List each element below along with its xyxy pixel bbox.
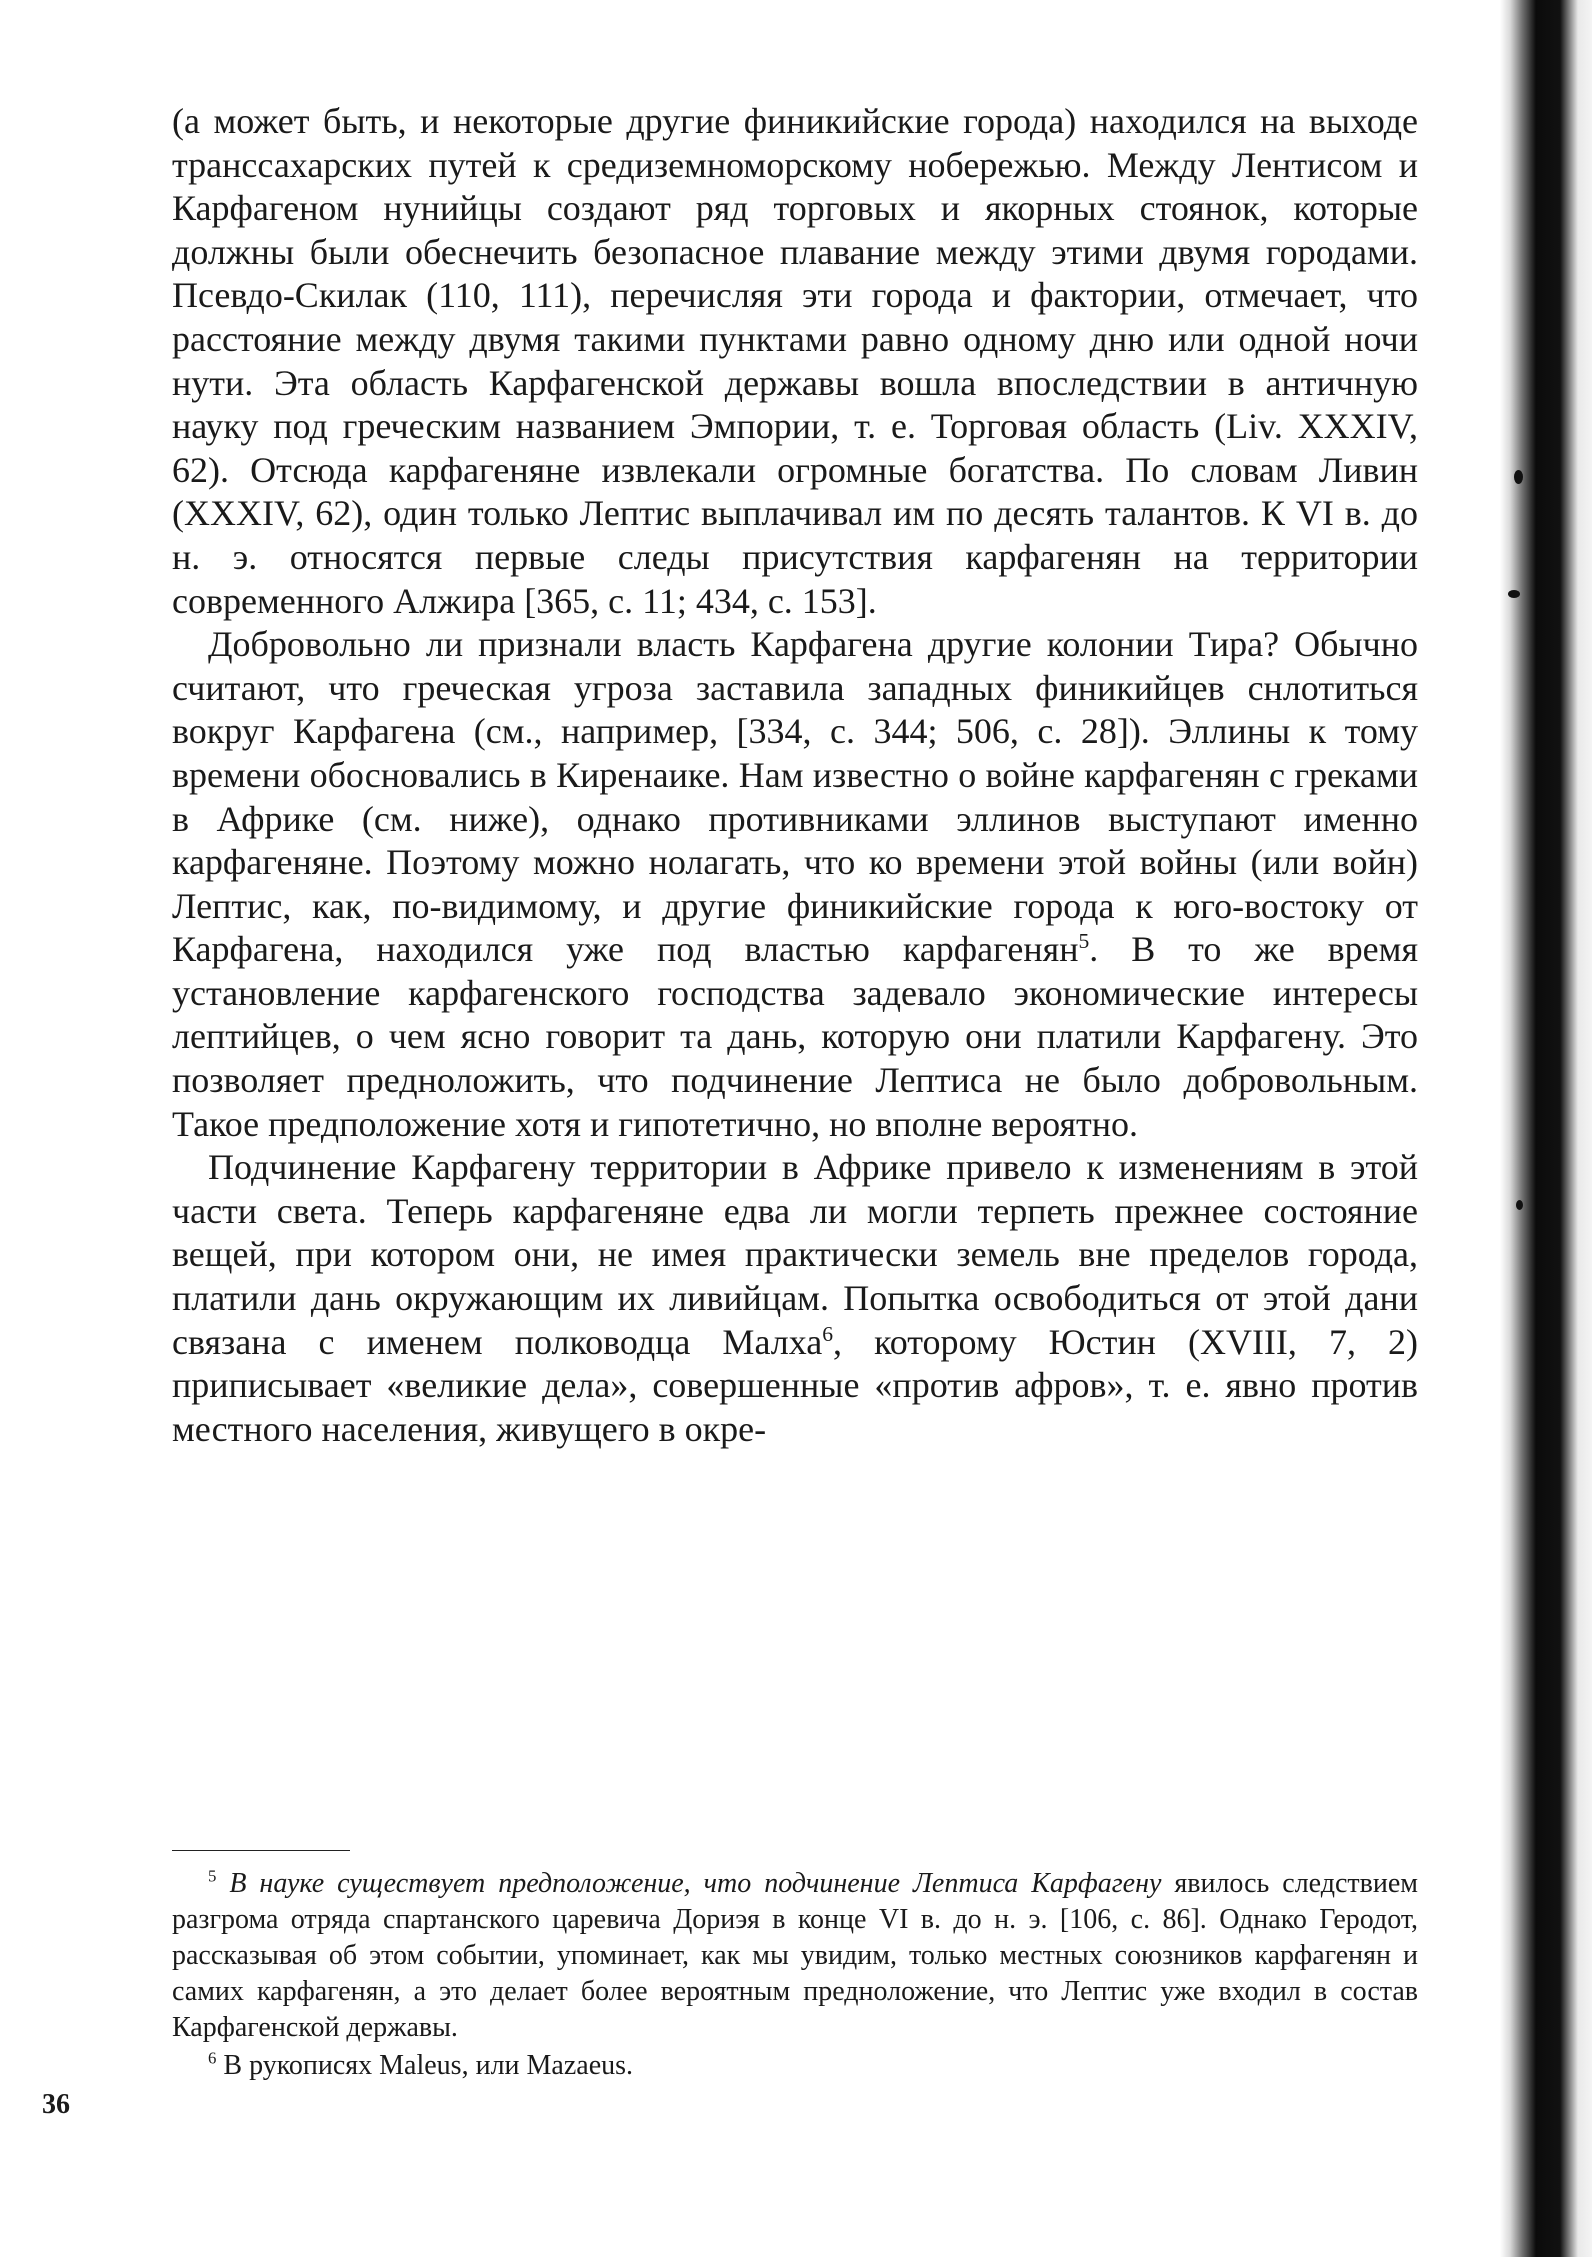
main-text [172,100,1418,1451]
paragraph-2-text-before: Добровольно ли признали власть Карфагена другие колонии Тира? Обычно считают, что греческая угроза заставила западных финикийцев снлотиться вокруг Карфагена (см., например, [334, с. 344; 506, с. 28]). Эллины к тому времени обосновались в Киренаике. Нам известно о войне карфагенян с греками в Африке (см. ниже), однако противниками эллинов выступают именно карфагеняне. Поэтому можно нолагать, что ко времени этой войны (или войн) Лептис, как, по-видимому, и другие финикийские города к юго-востоку от Карфагена, находился уже под властью карфагенян [172,624,1418,970]
footnote-5-marker: 5 [208,1866,217,1886]
footnote-5 [172,1866,1418,2046]
footnote-ref-6[interactable]: 6 [822,1321,834,1346]
paragraph-3 [172,1146,1418,1451]
footnote-5-lead: В науке существует предположение, что подчинение Лептиса Карфагену [229,1868,1162,1899]
paragraph-2-text-after: . В то же время установление карфагенского господства задевало экономические интересы лептийцев, о чем ясно говорит та дань, которую они платили Карфагену. Это позволяет предноложить, что подчинение Лептиса не было добровольным. Такое предположение хотя и гипотетично, но вполне вероятно. [172,929,1419,1144]
footnote-6-marker: 6 [208,2048,217,2068]
paragraph-1 [172,100,1418,623]
scan-speck [1516,1200,1523,1210]
paragraph-3-text-after: , которому Юстин (XVIII, 7, 2) приписывает «великие дела», совершенные «против афров», т. е. явно против местного населения, живущего в окре- [172,1321,1418,1449]
footnote-6 [172,2048,1418,2084]
paragraph-1-text: (а может быть, и некоторые другие финикийские города) находился на выходе транссахарских путей к средиземноморскому нобережью. Между Лентисом и Карфагеном нунийцы создают ряд торговых и якорных стоянок, которые должны были обеснечить безопасное плавание между этими двумя городами. Псевдо-Скилак (110, 111), перечисляя эти города и фактории, отмечает, что расстояние между двумя такими пунктами равно одному дню или одной ночи нути. Эта область Карфагенской державы вошла впоследствии в античную науку под греческим названием Эмпории, т. е. Торговая область (Liv. XXXIV, 62). Отсюда карфагеняне извлекали огромные богатства. По словам Ливин (XXXIV, 62), один только Лептис выплачивал им по десять талантов. К VI в. до н. э. относятся первые следы присутствия карфагенян на территории современного Алжира [365, с. 11; 434, с. 153]. [172,101,1418,621]
paragraph-3-text-before: Подчинение Карфагену территории в Африке привело к изменениям в этой части света. Теперь карфагеняне едва ли могли терпеть прежнее состояние вещей, при котором они, не имея практически земель вне пределов города, платили дань окружающим их ливийцам. Попытка освободиться от этой дани связана с именем полководца Малха [172,1147,1418,1362]
footnote-divider [172,1850,350,1851]
footnote-6-text: В рукописях Maleus, или Mazaeus. [216,2050,634,2081]
footnote-5-text: явилось следствием разгрома отряда спартанского царевича Дориэя в конце VI в. до н. э. [106, с. 86]. Однако Геродот, рассказывая об этом событии, упоминает, как мы увидим, только местных союзников карфагенян и самих карфагенян, а это делает более вероятным предноложение, что Лептис уже входил в состав Карфагенской державы. [172,1868,1418,2043]
paragraph-2 [172,623,1418,1146]
scan-speck [1514,470,1523,484]
footnotes [172,1866,1418,2084]
scan-speck [1508,590,1520,598]
page-number: 36 [42,2089,70,2120]
binding-shadow [1500,0,1592,2257]
footnote-ref-5[interactable]: 5 [1078,929,1090,954]
